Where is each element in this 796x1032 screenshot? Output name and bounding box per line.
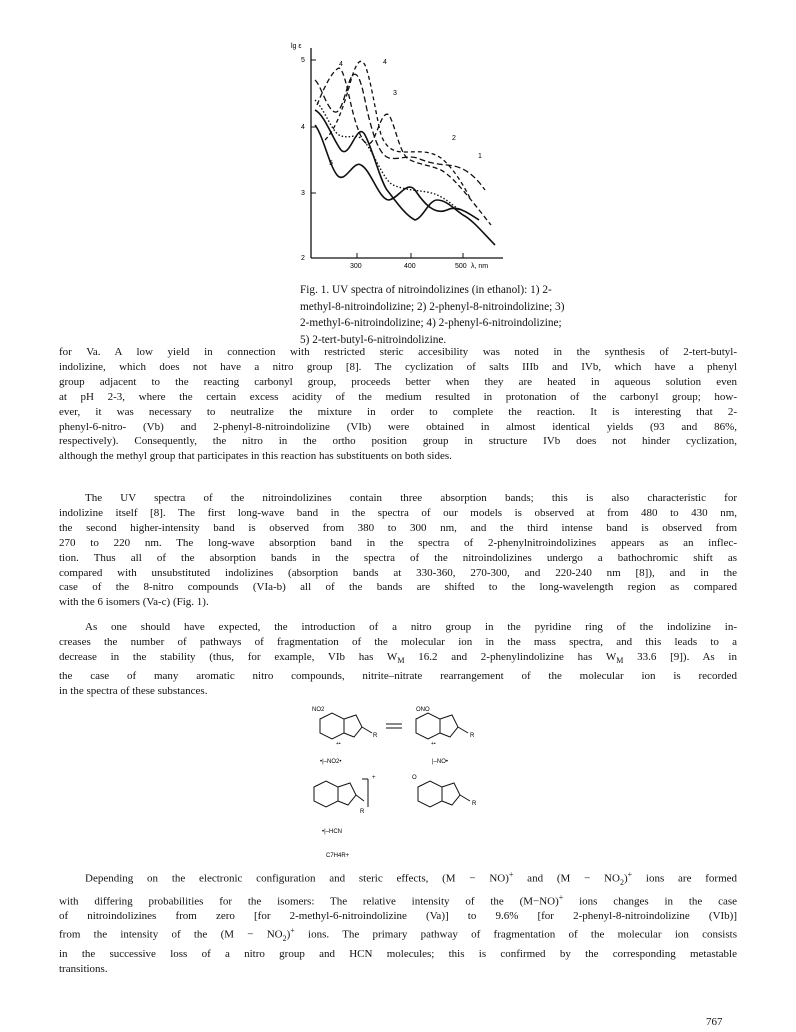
superscript: + — [558, 892, 564, 902]
text-line — [59, 924, 737, 947]
subscript: 2 — [282, 934, 287, 944]
page-number: 767 — [706, 1016, 723, 1028]
curve-label: 3 — [393, 90, 397, 97]
text-line: phenyl-6-nitro- (Vb) and 2-phenyl-8-nitroindolizine (VIb) were obtained in almost identical yields (93 and 86%, — [59, 420, 737, 433]
text-line: transitions. — [59, 962, 108, 975]
r-group-label: R — [373, 733, 378, 739]
text-segment: with differing probabilities for the isomers: The relative intensity of the (M−NO) — [59, 895, 559, 908]
text-line: respectively). Consequently, the nitro in the ortho position group in structure IVb does not hinder cyclization, — [59, 435, 737, 448]
text-segment: Depending on the electronic configuration and steric effects, (M − NO) — [85, 872, 509, 885]
curve-label: 5 — [329, 160, 333, 167]
y-tick-label: 2 — [301, 255, 305, 262]
text-line: although the methyl group that participates in this reaction has substituents on both sides. — [59, 450, 452, 463]
text-segment: 33.6 [9]). As in — [623, 650, 737, 663]
radical-cation-label: +• — [336, 741, 341, 747]
indolizine-structure-2 — [416, 713, 468, 739]
text-segment: ) — [286, 928, 291, 941]
curve-label: 4 — [383, 59, 387, 66]
text-segment: decrease in the stability (thus, for example, VIb has W — [59, 650, 398, 663]
text-segment: ions changes in the case — [563, 895, 737, 908]
r-group-label: R — [472, 801, 477, 807]
text-segment: ions. The primary pathway of fragmentation of the molecular ion consists — [294, 928, 737, 941]
nitro-group-label: NO2 — [312, 707, 325, 713]
nitrite-group-label: ONO — [416, 707, 430, 713]
y-tick-label: 5 — [301, 57, 305, 64]
y-tick-label: 4 — [301, 124, 305, 131]
text-line: tion. Thus all of the absorption bands in the spectra of the nitroindolizines undergo a bathochromic shift as — [59, 551, 737, 564]
paragraph-4 — [59, 868, 737, 977]
uv-spectra-plot — [291, 40, 535, 276]
text-line — [59, 891, 737, 910]
loss-no2-label: •|–NO2• — [320, 759, 342, 765]
superscript: + — [627, 870, 633, 879]
equilibrium-arrow — [386, 724, 402, 728]
text-line: in the successive loss of a nitro group and HCN molecules; this is confirmed by the corresponding metastable — [59, 947, 737, 960]
paragraph-2 — [59, 491, 737, 610]
x-tick-label: 400 — [404, 263, 416, 270]
indolizine-structure-3 — [314, 779, 368, 807]
caption-line: 2-methyl-6-nitroindolizine; 4) 2-phenyl-6-nitroindolizine; — [300, 317, 562, 329]
cation-label: + — [372, 775, 376, 781]
text-segment: 16.2 and 2-phenylindolizine has W — [404, 650, 617, 663]
text-line: the case of many aromatic nitro compounds, nitrite–nitrate rearrangement of the molecular ion is recorded — [59, 669, 737, 682]
caption-line: Fig. 1. UV spectra of nitroindolizines (in ethanol): 1) 2- — [300, 284, 552, 296]
text-line: As one should have expected, the introduction of a nitro group in the pyridine ring of the indolizine in- — [85, 621, 737, 633]
text-line: The UV spectra of the nitroindolizines contain three absorption bands; this is also characteristic for — [85, 492, 737, 504]
subscript: 2 — [619, 877, 624, 887]
superscript: + — [508, 870, 514, 879]
text-line: indolizine, which does not have a nitro group [8]. The cyclization of salts IIIb and IVb, which have a phenyl — [59, 360, 737, 373]
curve-label: 4 — [339, 61, 343, 68]
fragment-ion-label: C7H4R+ — [326, 853, 350, 859]
curve-4b — [325, 61, 471, 200]
r-group-label: R — [360, 809, 365, 815]
r-group-label: R — [470, 733, 475, 739]
text-line: the second higher-intensity band is observed from 380 to 300 nm, and the third intense band is observed from — [59, 521, 737, 534]
loss-no-label: |–NO• — [432, 759, 448, 765]
text-line: for Va. A low yield in connection with restricted steric accesibility was noted in the synthesis of 2-tert-butyl- — [59, 346, 737, 358]
text-line: with the 6 isomers (Va-c) (Fig. 1). — [59, 596, 209, 609]
x-unit-label: λ, nm — [471, 263, 489, 270]
text-line: of nitroindolizines from zero [for 2-methyl-6-nitroindolizine (Va)] to 9.6% [for 2-phenyl-8-nitroindolizine (VIb)] — [59, 910, 737, 923]
uv-spectra-figure — [291, 40, 535, 276]
caption-line: methyl-8-nitroindolizine; 2) 2-phenyl-8-nitroindolizine; 3) — [300, 300, 565, 313]
paragraph-1 — [59, 345, 737, 464]
figure-caption — [300, 282, 600, 348]
text-line — [59, 868, 737, 891]
text-line — [59, 650, 737, 669]
x-tick-label: 500 — [455, 263, 467, 270]
superscript: + — [290, 926, 295, 936]
text-line: ever, it was necessary to neutralize the mixture in order to complete the reaction. It is interesting that 2- — [59, 405, 737, 418]
oxygen-label: O — [412, 775, 417, 781]
fragmentation-scheme — [300, 705, 500, 865]
radical-cation-label: +• — [431, 741, 436, 747]
indolizine-structure-1 — [320, 713, 372, 739]
text-line: at pH 2-3, where the certain excess acidity of the medium resulted in protonation of the carbonyl group; how- — [59, 390, 737, 403]
curve-2 — [315, 100, 459, 210]
curve-1 — [315, 74, 485, 190]
text-segment: ) — [623, 872, 628, 885]
curve-label: 2 — [452, 135, 456, 142]
text-line: creases the number of pathways of fragmentation of the molecular ion in the mass spectra, and this leads to a — [59, 635, 737, 648]
text-line: indolizine itself [8]. The first long-wave band in the spectra of our models is observed at from 480 to 430 nm, — [59, 506, 737, 519]
paragraph-3 — [59, 620, 737, 699]
y-axis-label: lg ε — [291, 43, 302, 50]
caption-line: 5) 2-tert-butyl-6-nitroindolizine. — [300, 333, 447, 346]
text-line: case of the 8-nitro compounds (VIa-b) all of the bands are shifted to the long-wavelength region as compared — [59, 581, 737, 594]
text-line: in the spectra of these substances. — [59, 684, 208, 697]
curve-label: 1 — [478, 153, 482, 160]
text-line: group adjacent to the reacting carbonyl group, proceeds better when they are heated in aqueous solution even — [59, 375, 737, 388]
y-tick-label: 3 — [301, 190, 305, 197]
indolizine-structure-4 — [418, 781, 470, 807]
text-segment: and (M − NO — [513, 872, 620, 885]
x-tick-label: 300 — [350, 263, 362, 270]
scheme-drawing — [300, 705, 500, 865]
text-segment: ions are formed — [632, 872, 738, 885]
curve-4a — [317, 68, 491, 225]
subscript: M — [397, 656, 405, 665]
loss-hcn-label: •|–HCN — [322, 829, 342, 835]
subscript: M — [616, 656, 624, 665]
text-line: compared with unsubstituted indolizines (absorption bands at 330-360, 270-300, and 220-240 nm [8]), and in the — [59, 566, 737, 579]
text-segment: from the intensity of the (M − NO — [59, 928, 283, 941]
text-line: 270 to 220 nm. The long-wave absorption band in the spectra of 2-phenylnitroindolizines appears as an inflec- — [59, 536, 737, 549]
